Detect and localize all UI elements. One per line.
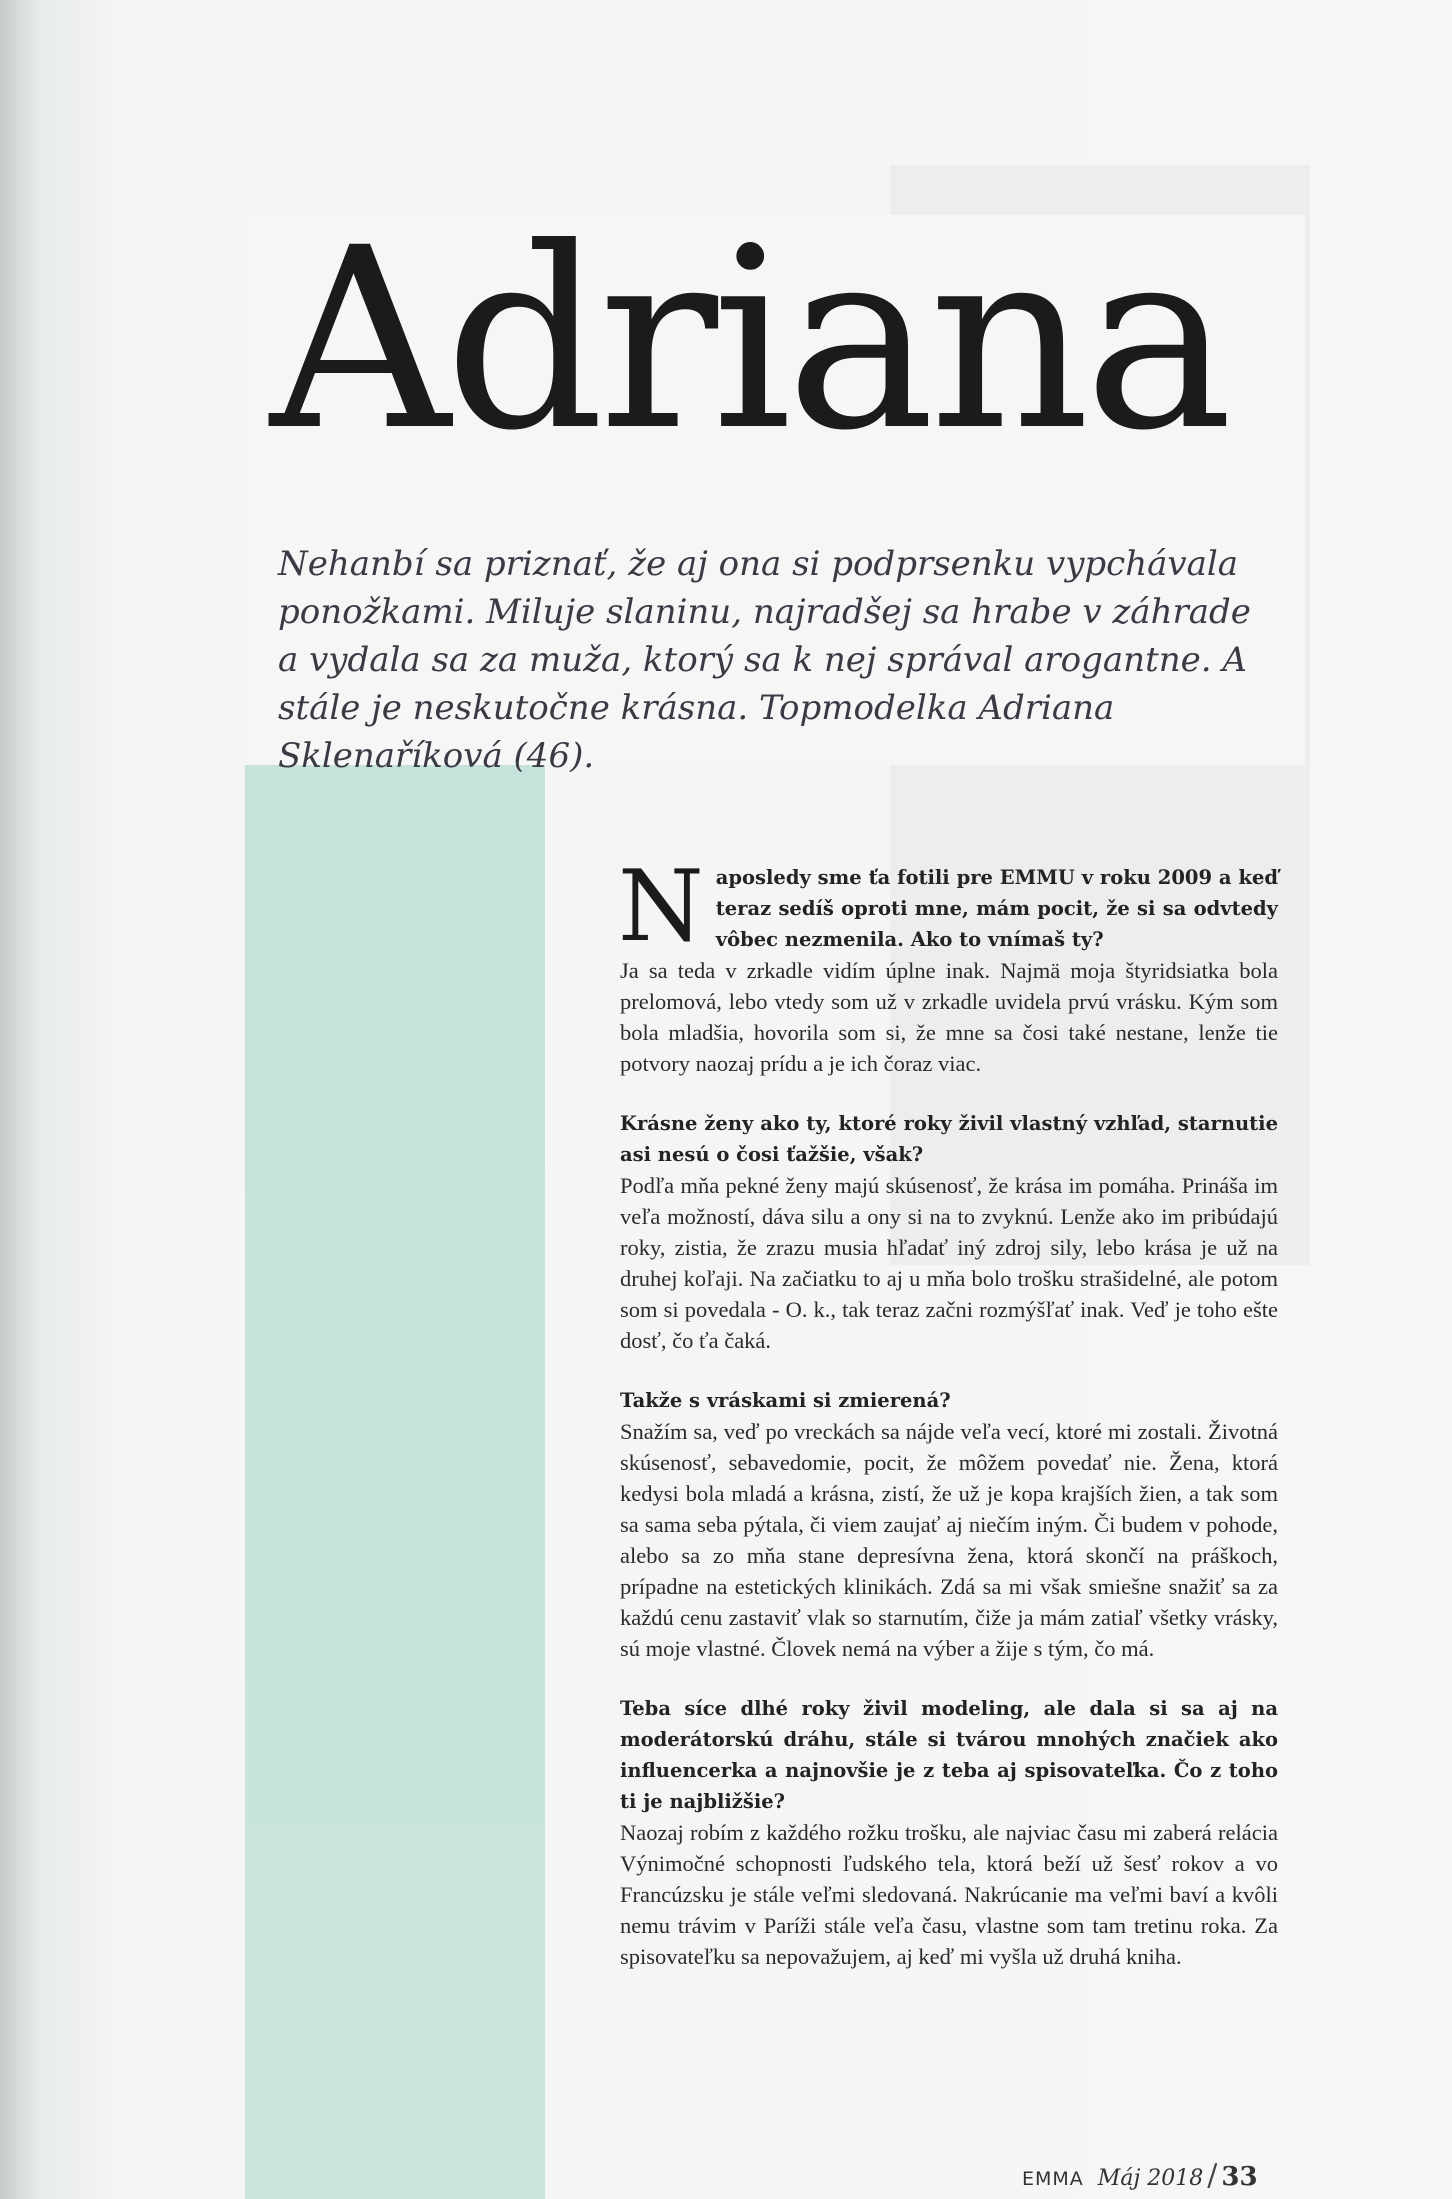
answer-4: Naozaj robím z každého rožku trošku, ale najviac času mi zaberá relácia Výnimočné schopnosti ľudského tela, ktorá beží už šesť rokov a vo Francúzsku je stále veľmi sledovaná. Nakrúcanie ma veľmi baví a kvôli nemu trávim v Paríži stále veľa času, vlastne som tam tretinu roka. Za spisovateľku sa nepovažujem, aj keď mi vyšla už druhá kniha. [620,1820,1278,1969]
question-4: Teba síce dlhé roky živil modeling, ale dala si sa aj na moderátorskú dráhu, stále si tvárou mnohých značiek ako influencerka a najnovšie je z teba aj spisovateľka. Čo z toho ti je najbližšie? [620,1697,1278,1813]
question-2: Krásne ženy ako ty, ktoré roky živil vlastný vzhľad, starnutie asi nesú o čosi ťažšie, však? [620,1112,1278,1166]
question-1-text: aposledy sme ťa fotili pre EMMU v roku 2009 a keď teraz sedíš oproti mne, mám pocit, že si sa odvtedy vôbec nezmenila. Ako to vnímaš ty? [715,866,1278,951]
page-footer [1022,2158,1258,2193]
drop-cap: N [618,850,704,964]
magazine-name: EMMA [1022,2168,1084,2190]
answer-1: Ja sa teda v zrkadle vidím úplne inak. Najmä moja štyridsiatka bola prelomová, lebo vtedy som už v zrkadle uvidela prvú vrásku. Kým som bola mladšia, hovorila som si, že mne sa čosi také nestane, lenže tie potvory naozaj prídu a je ich čoraz viac. [620,958,1278,1076]
question-3: Takže s vráskami si zmierená? [620,1389,951,1412]
answer-3: Snažím sa, veď po vreckách sa nájde veľa vecí, ktoré mi zostali. Životná skúsenosť, sebavedomie, pocit, že môžem povedať nie. Žena, ktorá kedysi bola mladá a krásna, zistí, že už je kopa krajších žien, a tak som sa sama seba pýtala, či viem zaujať aj niečím iným. Či budem v pohode, alebo sa zo mňa stane depresívna žena, ktorá skončí na práškoch, prípadne na estetických klinikách. Zdá sa mi však smiešne snažiť sa za každú cenu zastaviť vlak so starnutím, čiže ja mám zatiaľ všetky vrásky, sú moje vlastné. Človek nemá na výber a žije s tým, čo má. [620,1419,1278,1661]
footer-slash: / [1207,2158,1218,2193]
article-title: Adriana [270,194,1228,485]
issue-date: Máj 2018 [1097,2166,1204,2191]
question-1 [618,850,1278,964]
mint-color-panel-lower [245,740,545,2199]
answer-2: Podľa mňa pekné ženy majú skúsenosť, že krása im pomáha. Prináša im veľa možností, dáva silu a ony si na to zvyknú. Lenže ako im pribúdajú roky, zistia, že zrazu musia hľadať iný zdroj sily, lebo krása je už na druhej koľaji. Na začiatku to aj u mňa bolo trošku strašidelné, ale potom som si povedala - O. k., tak teraz začni rozmýšľať inak. Veď je toho ešte dosť, čo ťa čaká. [620,1173,1278,1353]
page-number: 33 [1221,2162,1258,2192]
article-lede: Nehanbí sa priznať, že aj ona si podprsenku vypchávala ponožkami. Miluje slaninu, najradšej sa hrabe v záhrade a vydala sa za muža, ktorý sa k nej správal arogantne. A stále je neskutočne krásna. Topmodelka Adriana Sklenaříková (46). [278,544,1251,776]
article-body [618,850,1278,1972]
